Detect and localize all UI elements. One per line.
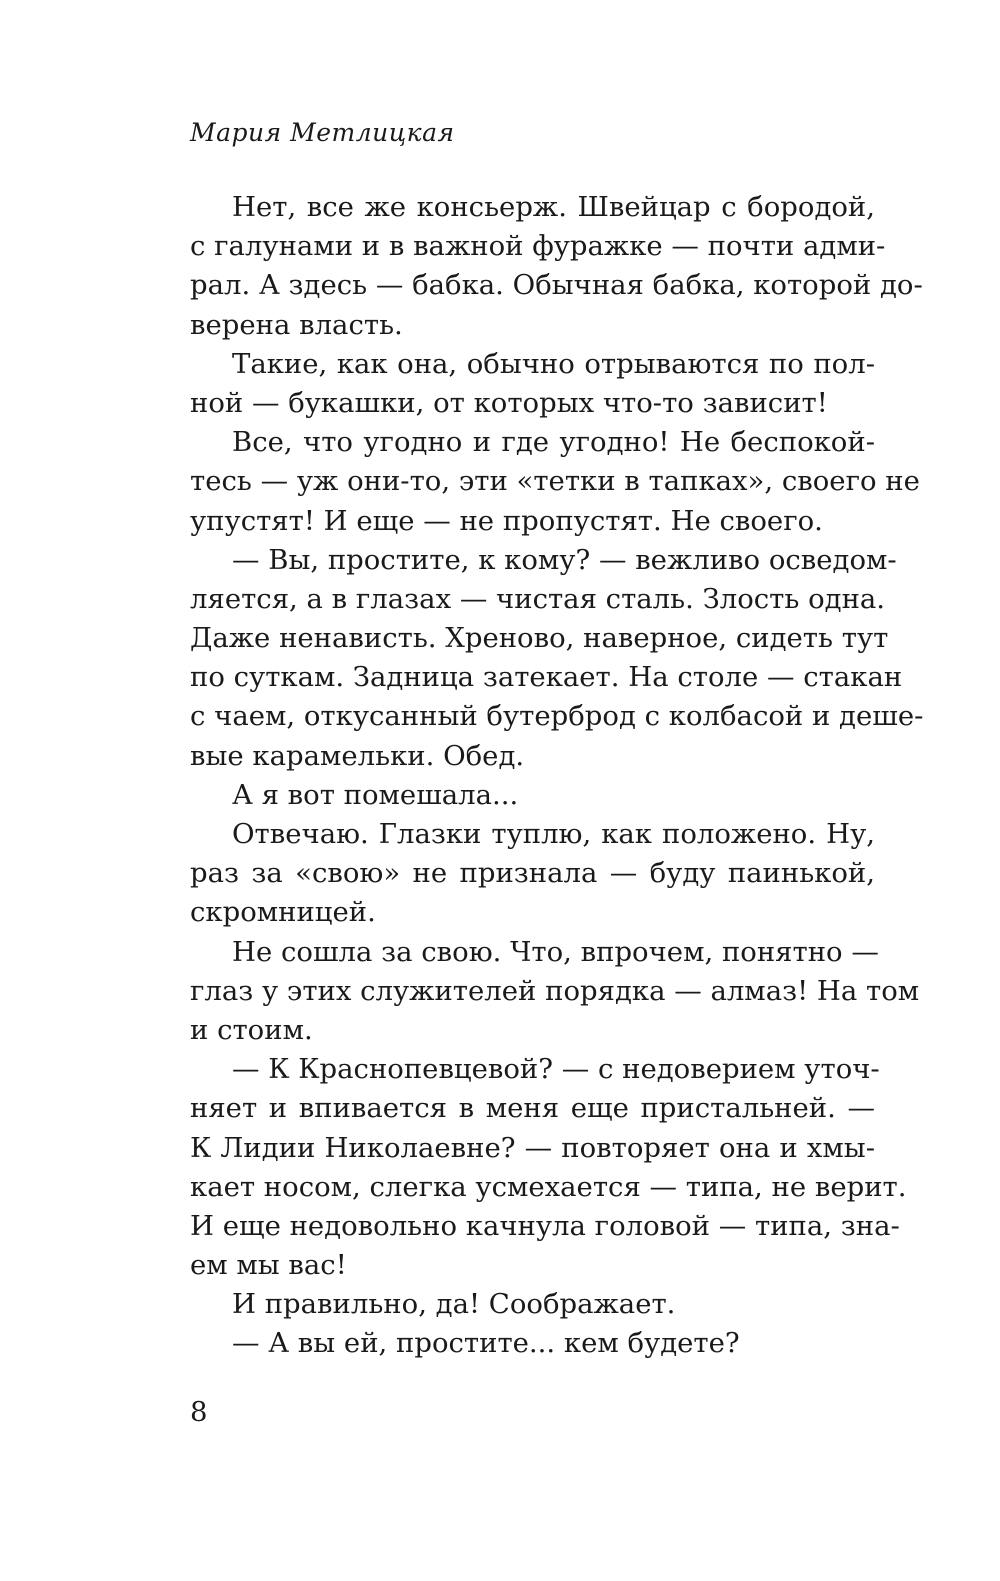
body-text — [190, 188, 924, 1364]
text-line: Такие, как она, обычно отрываются по пол- — [232, 347, 875, 380]
text-line: с галунами и в важной фуражке — почти адми- — [190, 230, 886, 263]
running-head-author: Мария Метлицкая — [190, 118, 455, 147]
text-line: А я вот помешала... — [232, 778, 519, 811]
text-line: — Вы, простите, к кому? — вежливо осведом- — [232, 543, 897, 576]
text-line: упустят! И еще — не пропустят. Не своего. — [190, 504, 823, 537]
text-line: тесь — уж они-то, эти «тетки в тапках», своего не — [190, 465, 920, 498]
text-line: К Лидии Николаевне? — повторяет она и хмы- — [190, 1131, 875, 1164]
text-line: — К Краснопевцевой? — с недоверием уточ- — [232, 1053, 880, 1086]
text-line: — А вы ей, простите... кем будете? — [232, 1327, 740, 1360]
text-line: глаз у этих служителей порядка — алмаз! На том — [190, 974, 920, 1007]
text-line: Даже ненависть. Хреново, наверное, сидеть тут — [190, 622, 889, 655]
text-line: Все, что угодно и где угодно! Не беспокой- — [232, 426, 875, 459]
text-line: ной — букашки, от которых что-то зависит! — [190, 386, 828, 419]
text-line: Нет, все же консьерж. Швейцар с бородой, — [232, 191, 875, 223]
text-line: Не сошла за свою. Что, впрочем, понятно — — [232, 935, 879, 968]
text-line: по суткам. Задница затекает. На столе — стакан — [190, 661, 903, 694]
text-line: И еще недовольно качнула головой — типа, зна- — [190, 1209, 900, 1242]
text-line: няет и впивается в меня еще пристальней. — — [190, 1092, 875, 1125]
text-line: кает носом, слегка усмехается — типа, не верит. — [190, 1170, 907, 1203]
text-line: вые карамельки. Обед. — [190, 739, 525, 772]
text-line: и стоим. — [190, 1013, 313, 1046]
text-line: раз за «свою» не признала — буду паинькой, — [190, 857, 875, 890]
text-line: скромницей. — [190, 896, 376, 929]
text-line: И правильно, да! Соображает. — [232, 1288, 676, 1321]
text-line: Отвечаю. Глазки туплю, как положено. Ну, — [232, 818, 875, 850]
text-line: ляется, а в глазах — чистая сталь. Злость одна. — [190, 582, 886, 615]
page-number: 8 — [190, 1396, 208, 1428]
text-line: верена власть. — [190, 308, 403, 341]
text-line: ем мы вас! — [190, 1249, 347, 1282]
text-line: с чаем, откусанный бутерброд с колбасой и деше- — [190, 700, 924, 733]
text-line: рал. А здесь — бабка. Обычная бабка, которой до- — [190, 269, 923, 302]
